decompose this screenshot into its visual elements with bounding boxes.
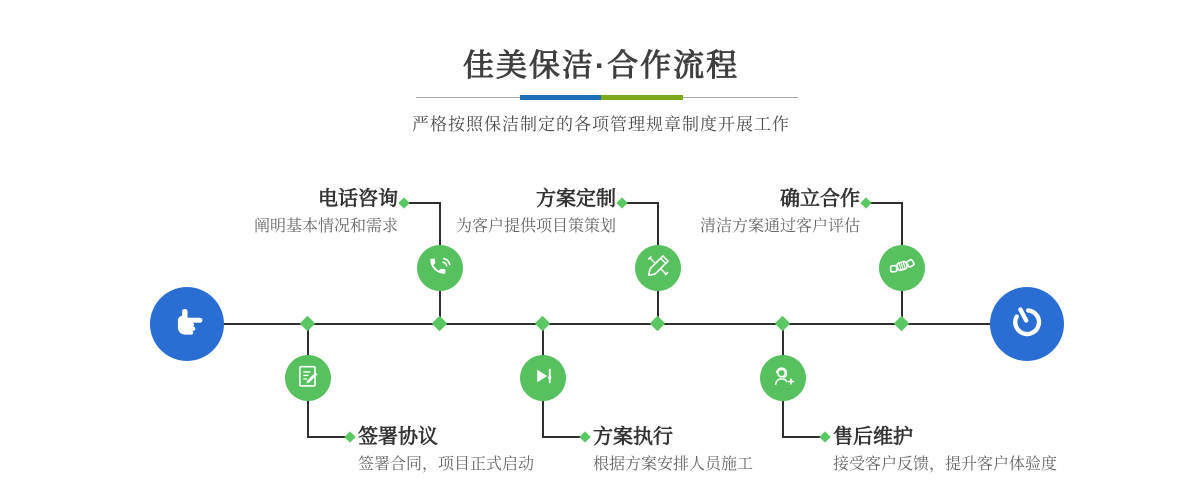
step-label-phone-consult	[254, 186, 398, 239]
step-node-execute	[520, 355, 566, 401]
step-node-phone	[417, 245, 463, 291]
step-desc: 签署合同，项目正式启动	[358, 456, 535, 473]
step-desc: 根据方案安排人员施工	[593, 456, 754, 473]
step-label-establish-cooperation	[700, 186, 860, 239]
step-title: 售后维护	[833, 426, 913, 448]
step-label-sign-agreement	[358, 424, 534, 477]
connector-horizontal	[406, 202, 440, 204]
step-node-cooperate	[879, 245, 925, 291]
junction-diamond	[775, 316, 791, 332]
junction-diamond	[535, 316, 551, 332]
title-divider-green-segment	[601, 95, 683, 100]
connector-horizontal	[542, 436, 582, 438]
step-title: 电话咨询	[318, 188, 398, 210]
label-diamond	[398, 197, 409, 208]
step-title: 确立合作	[780, 188, 860, 210]
connector-horizontal	[624, 202, 658, 204]
step-label-plan-customize	[456, 186, 616, 239]
step-node-aftersales	[760, 355, 806, 401]
step-title: 签署协议	[358, 426, 438, 448]
step-title: 方案定制	[536, 188, 616, 210]
power-icon	[1007, 302, 1047, 347]
label-diamond	[819, 431, 830, 442]
step-node-contract	[285, 355, 331, 401]
label-diamond	[344, 431, 355, 442]
junction-diamond	[300, 316, 316, 332]
label-diamond	[616, 197, 627, 208]
play-slider-icon	[529, 362, 557, 395]
junction-diamond	[894, 316, 910, 332]
label-diamond	[860, 197, 871, 208]
contract-pen-icon	[294, 362, 322, 395]
title-divider-blue-segment	[520, 95, 601, 100]
timeline-main-line	[222, 323, 992, 325]
connector-horizontal	[782, 436, 822, 438]
connector-horizontal	[868, 202, 902, 204]
step-desc: 接受客户反馈，提升客户体验度	[833, 456, 1058, 473]
step-node-plan	[635, 245, 681, 291]
handshake-icon	[887, 251, 917, 286]
step-label-aftersales-maintain	[833, 424, 1057, 477]
junction-diamond	[432, 316, 448, 332]
headset-plus-icon	[769, 362, 797, 395]
start-node	[150, 287, 224, 361]
step-title: 方案执行	[593, 426, 673, 448]
end-node	[990, 287, 1064, 361]
page-title: 佳美保洁·合作流程	[462, 48, 740, 83]
phone-icon	[426, 252, 454, 285]
step-desc: 为客户提供项目策策划	[455, 218, 616, 235]
step-desc: 阐明基本情况和需求	[253, 218, 398, 235]
step-desc: 清洁方案通过客户评估	[699, 218, 860, 235]
pencil-tools-icon	[644, 252, 672, 285]
label-diamond	[579, 431, 590, 442]
junction-diamond	[650, 316, 666, 332]
page-subtitle: 严格按照保洁制定的各项管理规章制度开展工作	[412, 115, 790, 134]
step-label-plan-execute	[593, 424, 753, 477]
pointing-hand-icon	[166, 301, 208, 348]
connector-horizontal	[307, 436, 347, 438]
